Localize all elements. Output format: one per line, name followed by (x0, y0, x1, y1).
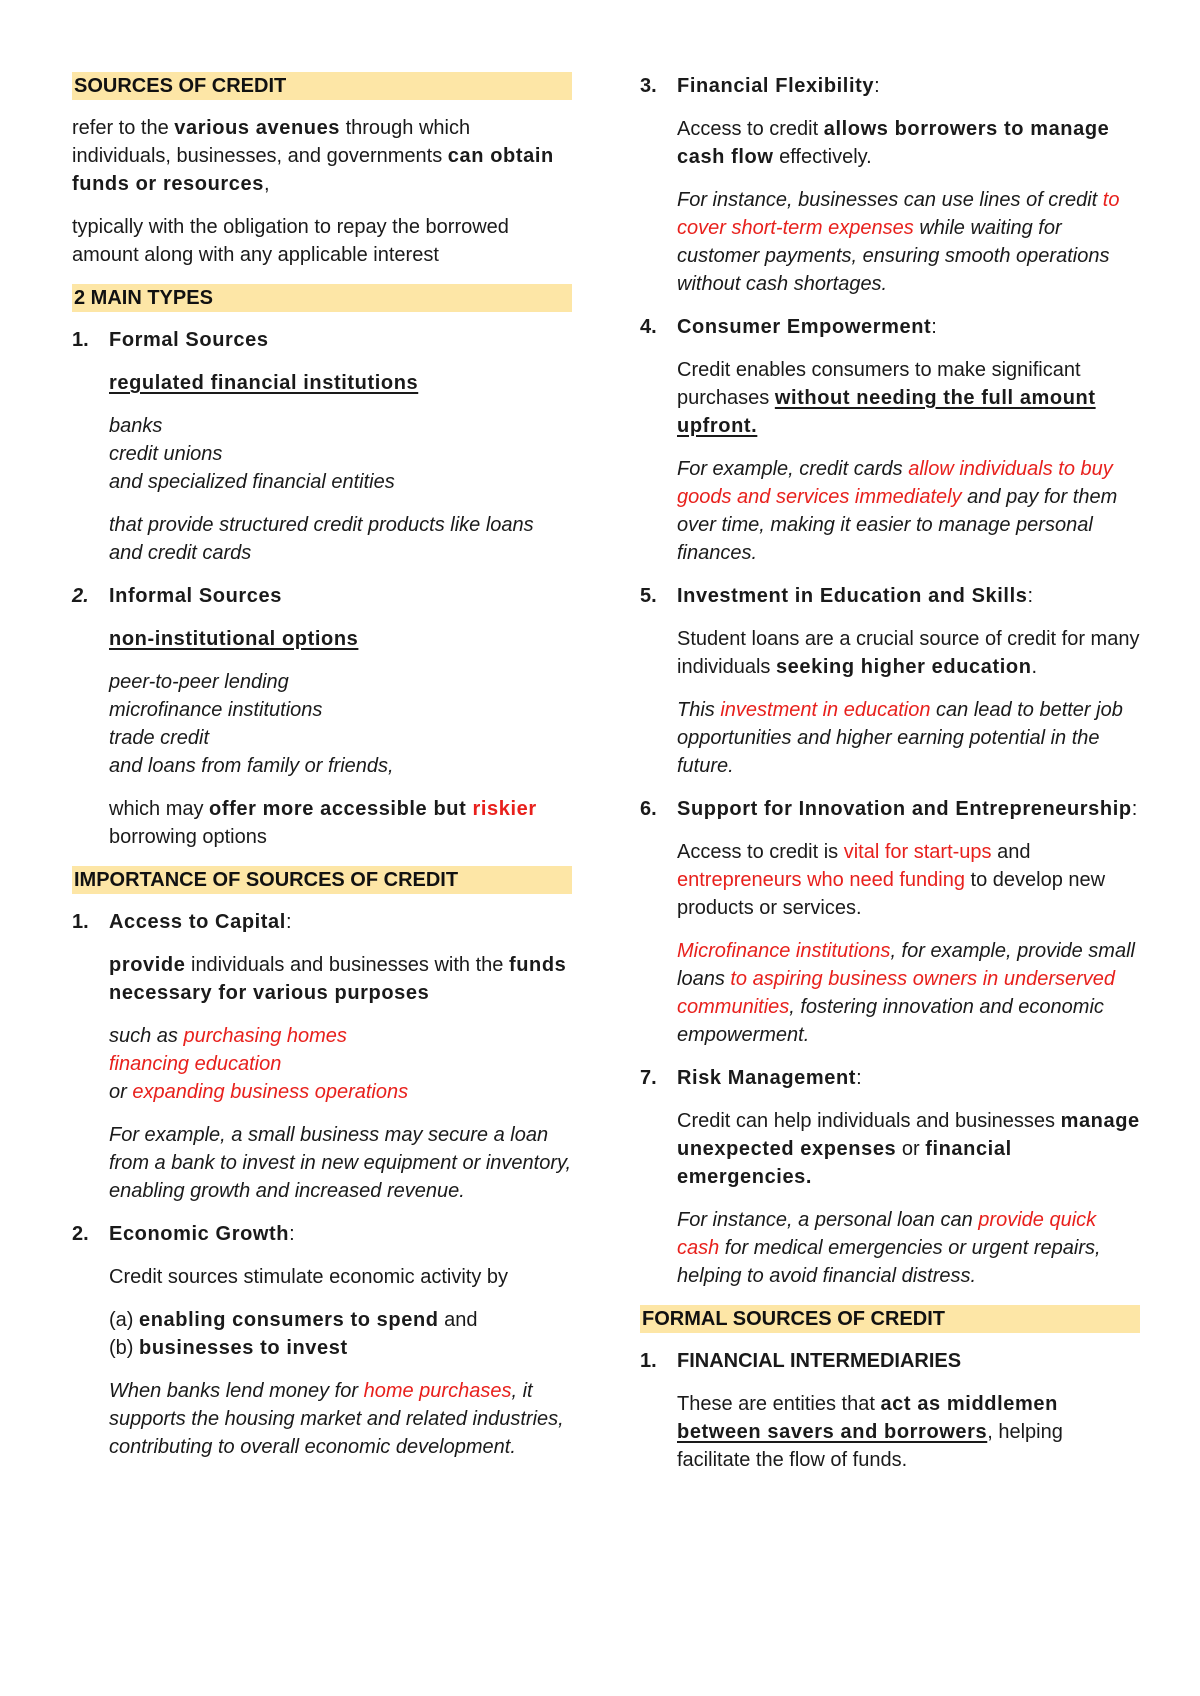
list-number: 5. (640, 585, 657, 607)
text: When banks lend money for (109, 1380, 364, 1402)
text: This (677, 699, 721, 721)
colon: : (289, 1223, 296, 1245)
informal-sources-list (109, 668, 572, 780)
highlight-text: purchasing homes (183, 1025, 347, 1047)
right-column (640, 72, 1140, 1489)
risk-management-paragraph (677, 1107, 1140, 1191)
highlight-text: entrepreneurs who need funding (677, 869, 965, 891)
text: individuals and businesses with the (185, 954, 509, 976)
highlight-text: riskier (472, 798, 537, 820)
bold-text: can obtain funds or resources (72, 145, 554, 195)
colon: : (874, 75, 881, 97)
consumer-empowerment-paragraph (677, 356, 1140, 440)
section-heading-importance: IMPORTANCE OF SOURCES OF CREDIT (72, 866, 572, 894)
text: Credit enables consumers to make significant purchases (677, 359, 1081, 409)
investment-education-paragraph (677, 625, 1140, 681)
economic-growth-paragraph: Credit sources stimulate economic activity by (109, 1266, 509, 1288)
list-item-title: Risk Management (677, 1067, 857, 1089)
highlight-text: to cover short-term expenses (677, 189, 1120, 239)
list-line: trade credit (109, 727, 210, 749)
list-item-investment-education (640, 582, 1140, 610)
list-item-title: Informal Sources (109, 585, 282, 607)
text: Student loans are a crucial source of credit for many individuals (677, 628, 1140, 678)
text: through which individuals, businesses, and governments (72, 117, 471, 167)
informal-sources-subtitle: non-institutional options (109, 628, 359, 650)
text: effectively. (773, 146, 872, 168)
text: borrowing options (109, 826, 267, 848)
list-line: and specialized financial entities (109, 471, 395, 493)
bold-text: provide (109, 954, 186, 976)
list-item-innovation (640, 795, 1140, 823)
list-number: 4. (640, 316, 657, 338)
list-line: and loans from family or friends, (109, 755, 394, 777)
bold-text: enabling consumers to spend (139, 1309, 439, 1331)
bold-text: businesses to invest (139, 1337, 348, 1359)
list-number: 6. (640, 798, 657, 820)
section-heading-sources-of-credit: SOURCES OF CREDIT (72, 72, 572, 100)
financial-flexibility-example (677, 186, 1140, 298)
list-item-title: Support for Innovation and Entrepreneurship (677, 798, 1132, 820)
consumer-empowerment-example (677, 455, 1140, 567)
list-number: 3. (640, 75, 657, 97)
list-item-title: Access to Capital (109, 911, 286, 933)
economic-growth-example (109, 1377, 572, 1461)
text: For instance, businesses can use lines of credit (677, 189, 1103, 211)
list-number: 1. (72, 329, 89, 351)
colon: : (856, 1067, 863, 1089)
text: and pay for them over time, making it easier to manage personal finances. (677, 486, 1118, 564)
risk-management-example (677, 1206, 1140, 1290)
list-item-economic-growth (72, 1220, 572, 1248)
highlight-text: allow individuals to buy goods and services immediately (677, 458, 1113, 508)
text: Access to credit is (677, 841, 844, 863)
text: Access to credit (677, 118, 824, 140)
bold-text: funds necessary for various purposes (109, 954, 567, 1004)
investment-education-example (677, 696, 1140, 780)
highlight-text: vital for start-ups (843, 841, 992, 863)
access-to-capital-examples (109, 1022, 572, 1106)
text: , fostering innovation and economic empowerment. (677, 996, 1104, 1046)
economic-growth-points (109, 1306, 572, 1362)
bold-text: without needing the full amount upfront. (677, 387, 1096, 437)
highlight-text: investment in education (720, 699, 931, 721)
text: while waiting for customer payments, ensuring smooth operations without cash shortages. (677, 217, 1110, 295)
text: , helping facilitate the flow of funds. (677, 1421, 1063, 1471)
text: (a) (109, 1309, 139, 1331)
text: refer to the (72, 117, 175, 139)
section-heading-main-types: 2 MAIN TYPES (72, 284, 572, 312)
bold-text: act as middlemen (880, 1393, 1058, 1415)
list-item-risk-management (640, 1064, 1140, 1092)
bold-text: financial emergencies. (677, 1138, 1012, 1188)
list-line: credit unions (109, 443, 223, 465)
bold-text: offer more accessible but (209, 798, 473, 820)
highlight-text: Microfinance institutions (677, 940, 891, 962)
list-item-title: FINANCIAL INTERMEDIARIES (677, 1350, 962, 1372)
list-item-title: Formal Sources (109, 329, 269, 351)
section-heading-formal-sources: FORMAL SOURCES OF CREDIT (640, 1305, 1140, 1333)
list-item-title: Financial Flexibility (677, 75, 875, 97)
text: . (1031, 656, 1038, 678)
text: For instance, a personal loan can (677, 1209, 979, 1231)
bold-text: allows borrowers to manage cash flow (677, 118, 1110, 168)
left-column (72, 72, 572, 1476)
text: , for example, provide small loans (677, 940, 1135, 990)
list-item-informal-sources (72, 582, 572, 610)
innovation-example (677, 937, 1140, 1049)
highlight-text: financing education (109, 1053, 282, 1075)
list-number: 2. (72, 585, 89, 607)
list-line: peer-to-peer lending (109, 671, 289, 693)
text: and (991, 841, 1031, 863)
list-item-title: Consumer Empowerment (677, 316, 932, 338)
colon: : (931, 316, 938, 338)
colon: : (1131, 798, 1138, 820)
list-number: 7. (640, 1067, 657, 1089)
text: can lead to better job opportunities and higher earning potential in the future. (677, 699, 1123, 777)
bold-text: manage unexpected expenses (677, 1110, 1140, 1160)
highlight-text: home purchases (363, 1380, 512, 1402)
list-item-consumer-empowerment (640, 313, 1140, 341)
definition-paragraph-2: typically with the obligation to repay the borrowed amount along with any applicable interest (72, 216, 509, 266)
list-line: microfinance institutions (109, 699, 323, 721)
text: These are entities that (677, 1393, 881, 1415)
bold-text: seeking higher education (775, 656, 1032, 678)
definition-paragraph (72, 114, 572, 198)
colon: : (1027, 585, 1034, 607)
formal-sources-subtitle: regulated financial institutions (109, 372, 419, 394)
text: for medical emergencies or urgent repairs, helping to avoid financial distress. (677, 1237, 1101, 1287)
list-number: 1. (72, 911, 89, 933)
informal-sources-description (109, 795, 572, 851)
text: or (109, 1081, 133, 1103)
list-item-financial-flexibility (640, 72, 1140, 100)
formal-sources-list (109, 412, 572, 496)
financial-flexibility-paragraph (677, 115, 1140, 171)
text: , (263, 173, 270, 195)
list-number: 1. (640, 1350, 657, 1372)
highlight-text: expanding business operations (132, 1081, 409, 1103)
formal-sources-description: that provide structured credit products like loans and credit cards (109, 514, 534, 564)
list-item-access-to-capital (72, 908, 572, 936)
text: and (438, 1309, 478, 1331)
text: For example, credit cards (677, 458, 909, 480)
innovation-paragraph (677, 838, 1140, 922)
list-item-title: Investment in Education and Skills (677, 585, 1028, 607)
list-item-title: Economic Growth (109, 1223, 290, 1245)
access-to-capital-example: For example, a small business may secure a loan from a bank to invest in new equipment or inventory, enabling growth and increased revenue. (109, 1124, 572, 1202)
text: (b) (109, 1337, 139, 1359)
highlight-text: provide quick cash (677, 1209, 1097, 1259)
financial-intermediaries-paragraph (677, 1390, 1140, 1474)
list-line: banks (109, 415, 163, 437)
text: , it supports the housing market and related industries, contributing to overall economic development. (109, 1380, 564, 1458)
list-item-formal-sources (72, 326, 572, 354)
colon: : (285, 911, 293, 933)
text: such as (109, 1025, 184, 1047)
bold-text: various avenues (174, 117, 341, 139)
text: Credit can help individuals and businesses (677, 1110, 1061, 1132)
highlight-text: to aspiring business owners in underserved communities (677, 968, 1116, 1018)
text: or (896, 1138, 926, 1160)
text: to develop new products or services. (677, 869, 1106, 919)
text: which may (109, 798, 210, 820)
list-number: 2. (72, 1223, 89, 1245)
access-to-capital-paragraph (109, 951, 572, 1007)
bold-text: between savers and borrowers (677, 1421, 988, 1443)
list-item-financial-intermediaries (640, 1347, 1140, 1375)
